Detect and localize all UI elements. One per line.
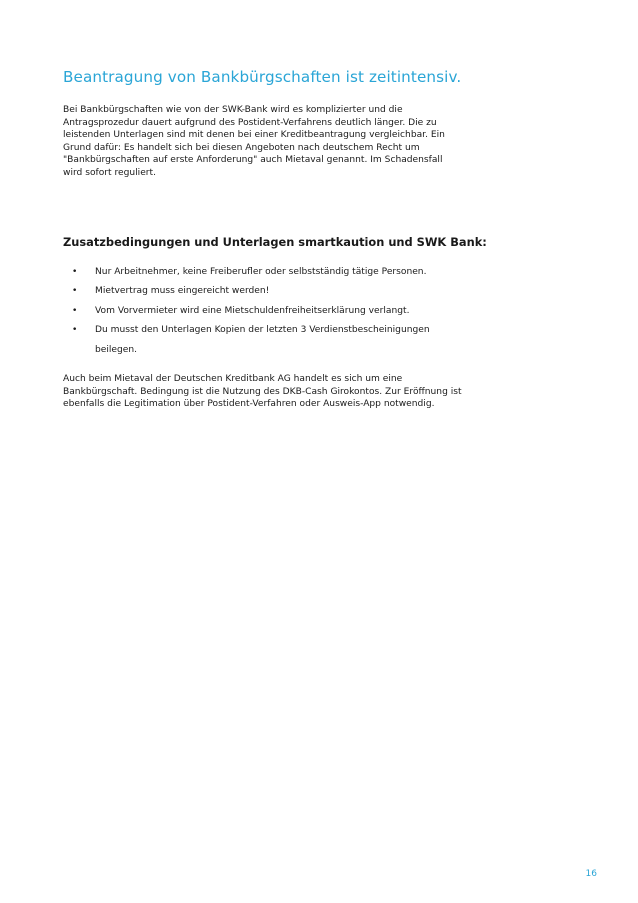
intro-paragraph (63, 104, 445, 180)
intro-line: Bei Bankbürgschaften wie von der SWK-Bank wird es komplizierter und die (63, 105, 403, 115)
closing-line: Auch beim Mietaval der Deutschen Kreditbank AG handelt es sich um eine (63, 374, 403, 384)
list-item (63, 321, 430, 360)
intro-line: Grund dafür: Es handelt sich bei diesen Angeboten nach deutschem Recht um (63, 142, 420, 153)
intro-line: "Bankbürgschaften auf erste Anforderung" auch Mietaval genannt. Im Schadensfall (63, 155, 443, 166)
intro-line: leistenden Unterlagen sind mit denen bei einer Kreditbeantragung vergleichbar. Ein (63, 130, 445, 141)
intro-line: Antragsprozedur dauert aufgrund des Postident-Verfahrens deutlich länger. Die zu (63, 117, 437, 128)
list-item (63, 282, 430, 301)
list-item-text: beilegen. (95, 344, 138, 355)
list-item-text: Nur Arbeitnehmer, keine Freiberufler oder selbstständig tätige Personen. (95, 267, 427, 277)
list-item-text: Mietvertrag muss eingereicht werden! (95, 286, 270, 297)
page-number: 16 (585, 869, 597, 879)
bullet-icon: • (72, 325, 78, 336)
bullet-icon: • (72, 267, 78, 277)
page-heading: Beantragung von Bankbürgschaften ist zeitintensiv. (63, 68, 462, 86)
list-item (63, 263, 430, 282)
bullet-icon: • (72, 305, 78, 316)
section-subheading: Zusatzbedingungen und Unterlagen smartkaution und SWK Bank: (63, 235, 487, 249)
closing-paragraph (63, 373, 462, 411)
list-item (63, 302, 430, 321)
list-item-text: Vom Vorvermieter wird eine Mietschuldenfreiheitserklärung verlangt. (95, 305, 410, 316)
bullet-icon: • (72, 286, 78, 297)
closing-line: ebenfalls die Legitimation über Postident-Verfahren oder Ausweis-App notwendig. (63, 399, 435, 410)
list-item-text: Du musst den Unterlagen Kopien der letzten 3 Verdienstbescheinigungen (95, 325, 430, 336)
conditions-list (63, 263, 430, 360)
intro-line: wird sofort reguliert. (63, 167, 156, 178)
closing-line: Bankbürgschaft. Bedingung ist die Nutzung des DKB-Cash Girokontos. Zur Eröffnung ist (63, 386, 462, 397)
